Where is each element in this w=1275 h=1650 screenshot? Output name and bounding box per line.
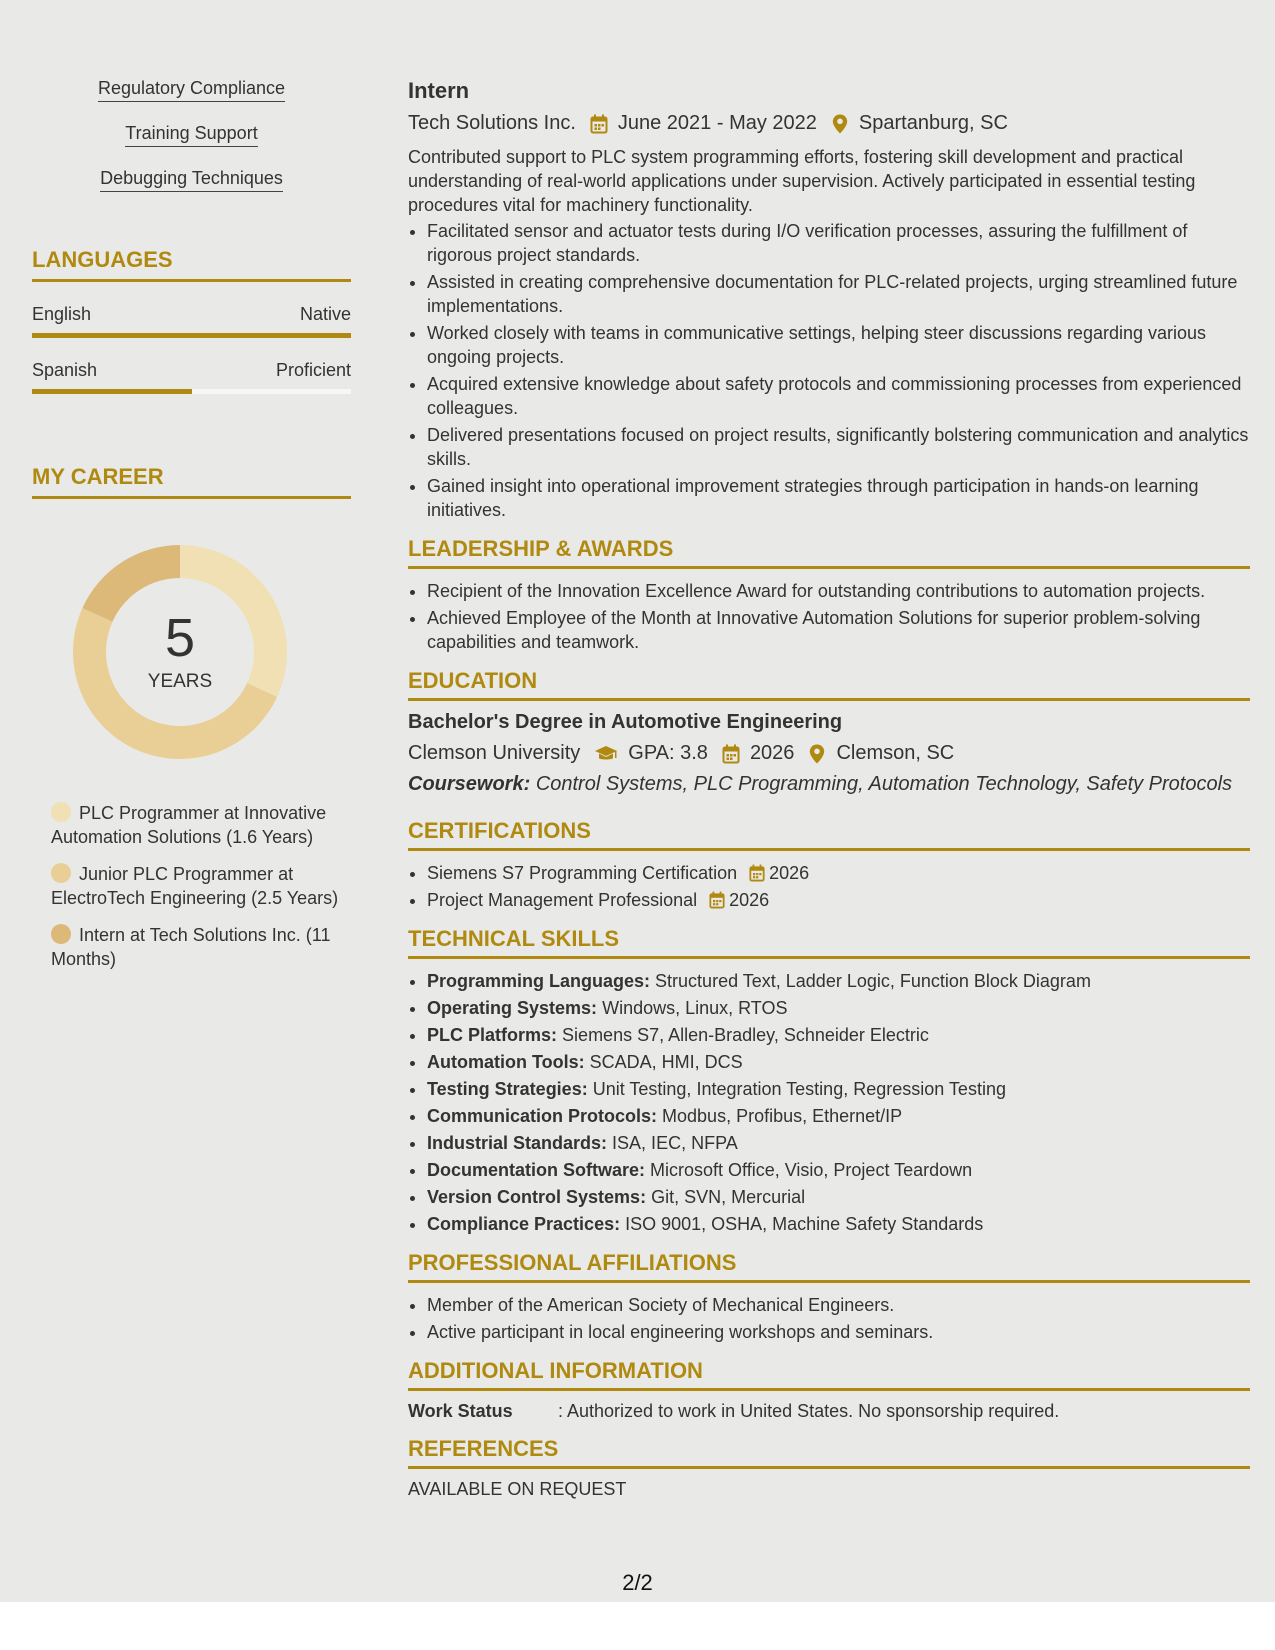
leadership-item: • Achieved Employee of the Month at Innovative Automation Solutions for superior problem-solving capabilities and teamwork.: [427, 606, 1250, 654]
language-bar: [32, 333, 351, 338]
affiliations-list: [408, 1293, 1250, 1344]
certification-name: • Project Management Professional: [427, 890, 698, 910]
technical-item: [427, 1023, 1250, 1047]
certification-name: • Siemens S7 Programming Certification: [427, 863, 738, 883]
technical-label: Compliance Practices:: [427, 1214, 621, 1234]
job-bullet: • Worked closely with teams in communicative settings, helping steer discussions regarding various ongoing projects.: [427, 321, 1250, 369]
work-status-row: [408, 1401, 1250, 1422]
location-pin-icon: [808, 744, 826, 764]
leadership-list: [408, 579, 1250, 654]
technical-heading: TECHNICAL SKILLS: [408, 926, 1250, 959]
technical-item: [427, 1050, 1250, 1074]
experience-entry: [408, 78, 1250, 522]
technical-item: [427, 1212, 1250, 1236]
technical-label: Automation Tools:: [427, 1052, 585, 1072]
legend-dot-icon: [51, 863, 71, 883]
career-legend-item: [51, 801, 341, 849]
additional-heading: ADDITIONAL INFORMATION: [408, 1358, 1250, 1391]
legend-label: Intern at Tech Solutions Inc. (11 Months): [51, 925, 331, 969]
job-location: Spartanburg, SC: [858, 112, 1008, 134]
technical-value: Structured Text, Ladder Logic, Function Block Diagram: [655, 971, 1091, 991]
skill-item: Training Support: [125, 123, 257, 147]
technical-value: Unit Testing, Integration Testing, Regression Testing: [592, 1079, 1006, 1099]
education-location: Clemson, SC: [836, 742, 955, 764]
technical-item: [427, 1104, 1250, 1128]
calendar-icon: [590, 114, 608, 134]
education-coursework: [408, 773, 1250, 796]
certification-year: 2026: [769, 863, 810, 883]
technical-value: ISO 9001, OSHA, Machine Safety Standards: [625, 1214, 984, 1234]
job-bullet: • Acquired extensive knowledge about safety protocols and commissioning processes from experienced colleagues.: [427, 372, 1250, 420]
career-heading: MY CAREER: [32, 464, 351, 499]
technical-list: [408, 969, 1250, 1236]
graduation-cap-icon: [594, 744, 618, 764]
legend-dot-icon: [51, 802, 71, 822]
technical-label: PLC Platforms:: [427, 1025, 558, 1045]
languages-heading: LANGUAGES: [32, 247, 351, 282]
language-spanish: [32, 360, 351, 394]
legend-label: Junior PLC Programmer at ElectroTech Engineering (2.5 Years): [51, 864, 339, 908]
technical-value: Git, SVN, Mercurial: [651, 1187, 806, 1207]
technical-label: Testing Strategies:: [427, 1079, 588, 1099]
job-bullet: • Facilitated sensor and actuator tests during I/O verification processes, assuring the fulfillment of rigorous project standards.: [427, 219, 1250, 267]
job-bullet: • Delivered presentations focused on project results, significantly bolstering communication and analytics skills.: [427, 423, 1250, 471]
right-column: [408, 78, 1250, 1500]
coursework-label: Coursework:: [408, 773, 531, 795]
skill-list: [32, 78, 351, 213]
left-column: [32, 78, 351, 984]
skill-item: Regulatory Compliance: [98, 78, 285, 102]
education-meta: [408, 742, 1250, 765]
certifications-list: [408, 861, 1250, 912]
page-number: 2/2: [622, 1570, 653, 1595]
technical-item: [427, 1131, 1250, 1155]
calendar-icon: [749, 864, 765, 882]
language-level: Native: [299, 304, 351, 324]
calendar-icon: [709, 891, 725, 909]
affiliation-item: • Active participant in local engineering workshops and seminars.: [427, 1320, 1250, 1344]
technical-item: [427, 1158, 1250, 1182]
job-bullets: [408, 219, 1250, 522]
career-legend-item: [51, 862, 341, 910]
language-level: Proficient: [275, 360, 351, 380]
legend-label: PLC Programmer at Innovative Automation Solutions (1.6 Years): [51, 803, 327, 847]
technical-label: Documentation Software:: [427, 1160, 646, 1180]
technical-value: Windows, Linux, RTOS: [602, 998, 788, 1018]
coursework-value: Control Systems, PLC Programming, Automation Technology, Safety Protocols: [535, 773, 1233, 795]
technical-item: [427, 1077, 1250, 1101]
technical-item: [427, 969, 1250, 993]
job-title: Intern: [408, 78, 470, 103]
technical-value: Modbus, Profibus, Ethernet/IP: [662, 1106, 903, 1126]
job-meta: [408, 112, 1250, 135]
technical-value: ISA, IEC, NFPA: [612, 1133, 738, 1153]
language-name: English: [32, 304, 92, 324]
career-legend-item: [51, 923, 341, 971]
career-total: 5: [164, 608, 196, 668]
leadership-item: • Recipient of the Innovation Excellence Award for outstanding contributions to automation projects.: [427, 579, 1250, 603]
affiliations-heading: PROFESSIONAL AFFILIATIONS: [408, 1250, 1250, 1283]
technical-label: Programming Languages:: [427, 971, 651, 991]
certification-item: [427, 861, 1250, 885]
job-bullet: • Assisted in creating comprehensive documentation for PLC-related projects, urging streamlined future implementations.: [427, 270, 1250, 318]
language-english: [32, 304, 351, 338]
language-name: Spanish: [32, 360, 98, 380]
technical-value: SCADA, HMI, DCS: [589, 1052, 743, 1072]
technical-label: Industrial Standards:: [427, 1133, 608, 1153]
leadership-heading: LEADERSHIP & AWARDS: [408, 536, 1250, 569]
career-donut: [65, 537, 295, 767]
career-unit: YEARS: [147, 671, 213, 692]
job-bullet: • Gained insight into operational improvement strategies through participation in hands-on learning initiatives.: [427, 474, 1250, 522]
certifications-heading: CERTIFICATIONS: [408, 818, 1250, 851]
references-heading: REFERENCES: [408, 1436, 1250, 1469]
location-pin-icon: [831, 114, 849, 134]
skill-item: Debugging Techniques: [100, 168, 283, 192]
technical-label: Operating Systems:: [427, 998, 598, 1018]
job-dates: June 2021 - May 2022: [617, 112, 817, 134]
technical-label: Communication Protocols:: [427, 1106, 658, 1126]
job-company: Tech Solutions Inc.: [408, 112, 576, 134]
technical-value: Microsoft Office, Visio, Project Teardown: [650, 1160, 973, 1180]
career-legend: [51, 801, 341, 971]
education-degree: Bachelor's Degree in Automotive Engineering: [408, 711, 843, 733]
work-status-label: Work Status: [408, 1401, 513, 1421]
education-heading: EDUCATION: [408, 668, 1250, 701]
technical-value: Siemens S7, Allen-Bradley, Schneider Electric: [562, 1025, 929, 1045]
work-status-value: : Authorized to work in United States. No sponsorship required.: [558, 1401, 1060, 1421]
education-gpa: GPA: 3.8: [628, 742, 708, 764]
technical-item: [427, 1185, 1250, 1209]
language-bar-fill: [32, 333, 351, 338]
references-text: AVAILABLE ON REQUEST: [408, 1479, 627, 1499]
education-school: Clemson University: [408, 742, 581, 764]
language-bar: [32, 389, 351, 394]
affiliation-item: • Member of the American Society of Mechanical Engineers.: [427, 1293, 1250, 1317]
legend-dot-icon: [51, 924, 71, 944]
certification-year: 2026: [729, 890, 770, 910]
education-year: 2026: [749, 742, 795, 764]
technical-label: Version Control Systems:: [427, 1187, 647, 1207]
calendar-icon: [722, 744, 740, 764]
language-bar-fill: [32, 389, 192, 394]
technical-item: [427, 996, 1250, 1020]
certification-item: [427, 888, 1250, 912]
job-summary: Contributed support to PLC system programming efforts, fostering skill development and practical understanding of real-world applications under supervision. Actively participated in essential testing procedures vital for machinery functionality.: [408, 147, 1196, 215]
